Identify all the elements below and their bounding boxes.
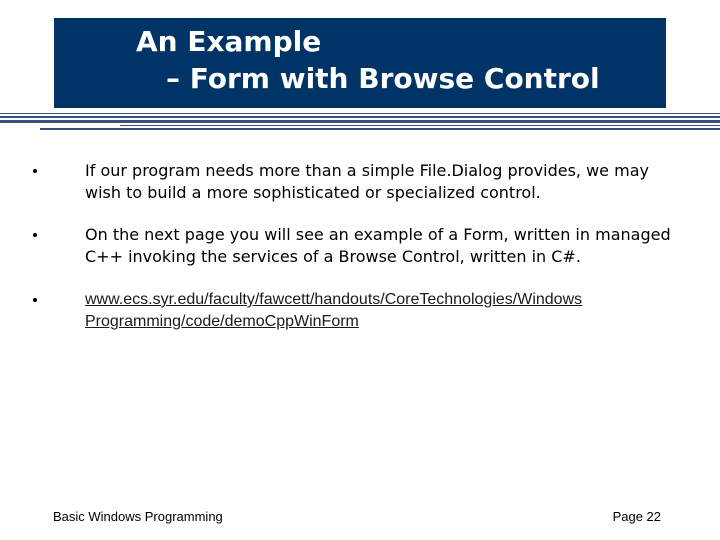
bullet-item	[30, 160, 690, 204]
bullet-icon	[33, 233, 37, 237]
bullet-list	[30, 160, 690, 333]
title-line-2: – Form with Browse Control	[166, 62, 600, 95]
bullet-text: On the next page you will see an example of a Form, written in managed C++ invoking the services of a Browse Control, written in C#.	[85, 225, 671, 266]
decorative-rules	[0, 113, 720, 133]
url-link-line-1[interactable]: www.ecs.syr.edu/faculty/fawcett/handouts/CoreTechnologies/Windows	[85, 291, 583, 308]
footer-title: Basic Windows Programming	[53, 509, 223, 524]
rule-line	[0, 113, 720, 114]
rule-line	[40, 128, 720, 130]
bullet-item	[30, 289, 690, 333]
url-link-line-2[interactable]: Programming/code/demoCppWinForm	[85, 313, 359, 330]
rule-line	[0, 116, 720, 118]
bullet-icon	[33, 169, 37, 173]
bullet-item	[30, 224, 690, 268]
rule-line	[120, 125, 720, 126]
rule-line	[0, 120, 720, 123]
title-banner	[54, 18, 666, 108]
page-number: Page 22	[612, 509, 661, 524]
title-line-1: An Example	[136, 25, 322, 58]
bullet-icon	[33, 298, 37, 302]
bullet-text: If our program needs more than a simple File.Dialog provides, we may wish to build a more sophisticated or specialized control.	[85, 161, 649, 202]
